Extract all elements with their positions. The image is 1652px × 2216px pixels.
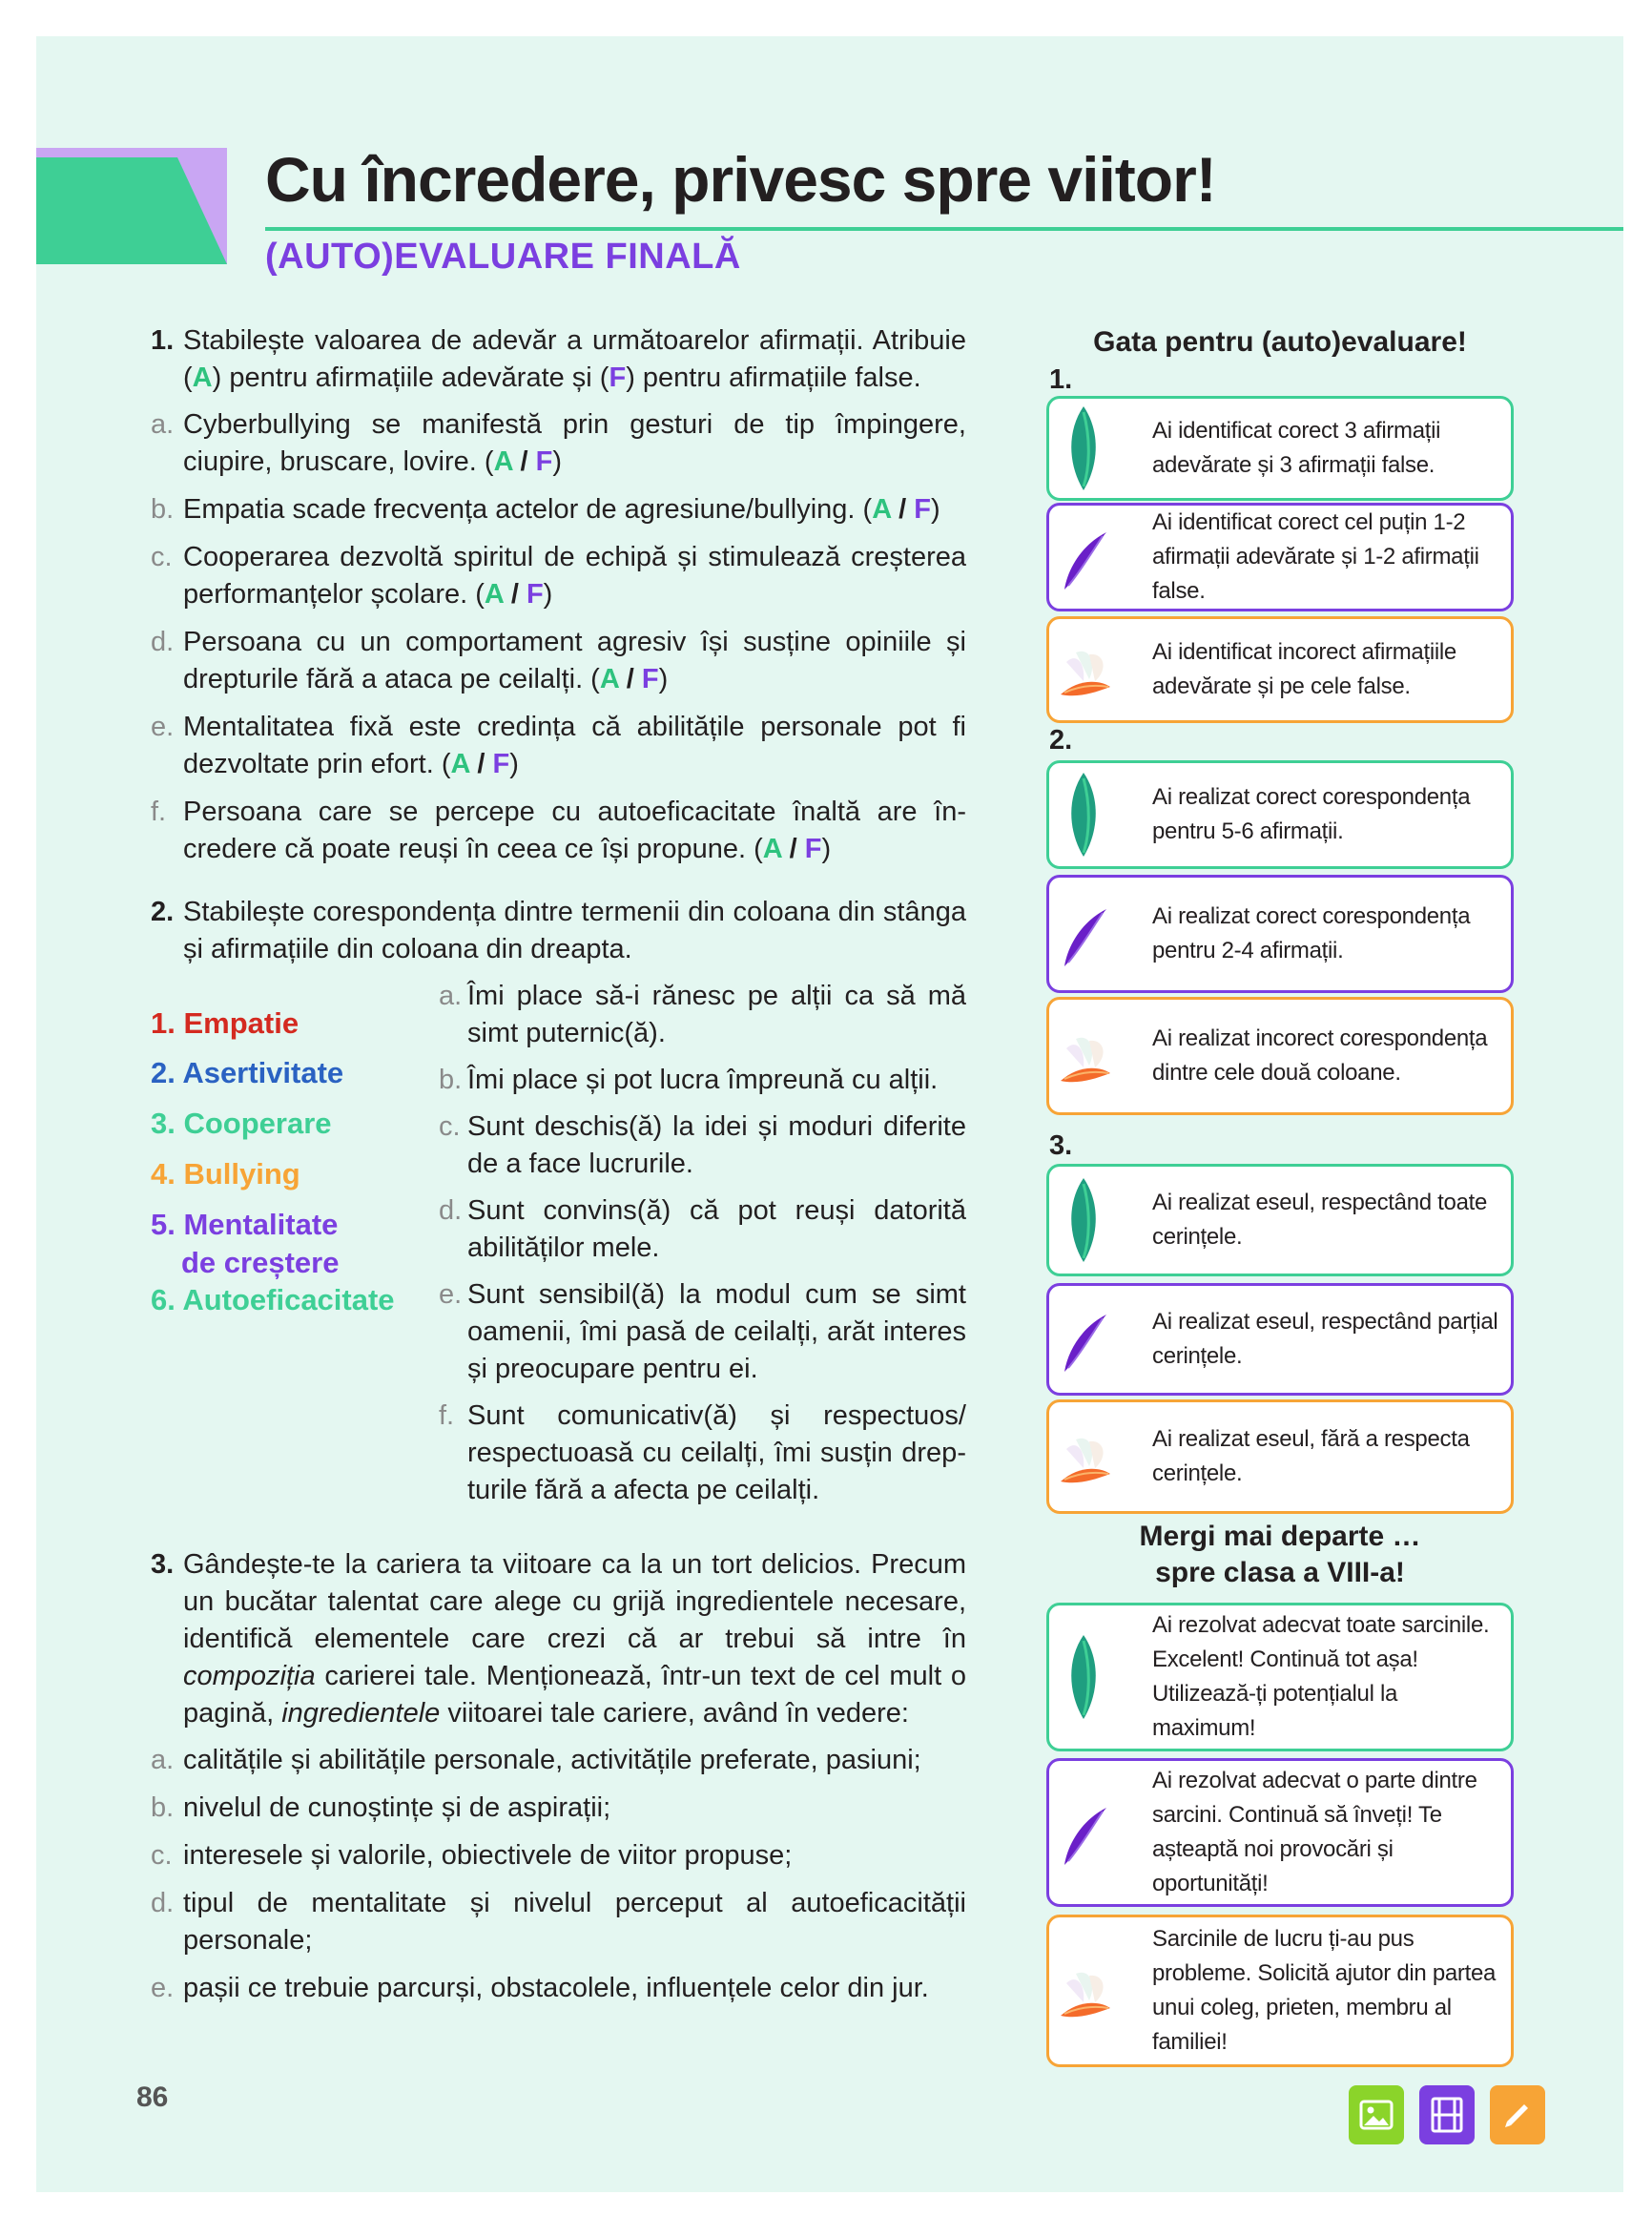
question-3: 3. Gândește-te la cariera ta viitoare ca la un tort delicios. Precum un bucătar talentat care alege cu grijă ingredientele necesare, identifică elementele care crezi că ar trebui să intre în compoziția carierei tale. Menționează, într-un text de cel mult o pagină, ingredientele viitoarei tale cariere, având în vedere: xyxy=(151,1546,966,1732)
leaf-purple-icon xyxy=(1057,1787,1110,1878)
option-f[interactable]: F xyxy=(641,664,659,694)
item-letter: e. xyxy=(439,1279,463,1310)
item-letter: e. xyxy=(151,712,175,742)
evaluation-box-orange xyxy=(1046,616,1514,723)
item-letter: b. xyxy=(151,494,175,525)
evaluation-heading: Gata pentru (auto)evaluare! xyxy=(1093,326,1467,358)
option-a[interactable]: A xyxy=(450,749,470,779)
item-letter: f. xyxy=(151,797,167,827)
leaf-purple-icon xyxy=(1057,1294,1110,1385)
match-statement xyxy=(439,1108,966,1183)
term-label: 5. Mentalitate xyxy=(151,1208,339,1241)
option-close: ) xyxy=(930,494,940,525)
section-number: 1. xyxy=(1049,364,1073,395)
evaluation-box-green xyxy=(1046,1164,1514,1276)
evaluation-text: Ai realizat corect corespondența pentru 5-6 afirmații. xyxy=(1152,784,1471,844)
evaluation-text: Ai identificat corect cel puțin 1-2 afirmații adevărate și 1-2 afirmații false. xyxy=(1152,509,1479,604)
item-text: Sunt deschis(ă) la idei și moduri diferite de a face lucrurile. xyxy=(467,1111,966,1179)
chapter-tab xyxy=(36,148,227,264)
section-subtitle: (AUTO)EVALUARE FINALĂ xyxy=(265,237,741,277)
item-text: tipul de mentalitate și nivelul perceput al autoeficacității personale; xyxy=(183,1888,966,1956)
option-separator: / xyxy=(512,446,536,477)
question-number: 1. xyxy=(151,325,175,356)
section-number: 3. xyxy=(1049,1130,1073,1161)
option-f[interactable]: F xyxy=(492,749,510,779)
option-a[interactable]: A xyxy=(484,579,504,610)
item-text: calitățile și abilitățile personale, activitățile preferate, pasiuni; xyxy=(183,1745,921,1775)
evaluation-box-purple xyxy=(1046,503,1514,611)
leaf-green-icon xyxy=(1057,1174,1110,1266)
item-text: Persoana cu un comportament agresiv își susține opiniile și drepturile fără a ataca pe ceilalți. ( xyxy=(183,627,966,694)
item-letter: f. xyxy=(439,1400,455,1431)
option-close: ) xyxy=(552,446,562,477)
essay-item xyxy=(151,1970,966,2007)
essay-item xyxy=(151,1885,966,1959)
evaluation-box-orange xyxy=(1046,997,1514,1115)
option-a[interactable]: A xyxy=(762,834,782,864)
match-statement xyxy=(439,1062,966,1099)
page-number: 86 xyxy=(136,2081,169,2113)
evaluation-text: Ai identificat incorect afirmațiile adevărate și pe cele false. xyxy=(1152,639,1456,699)
statement-item xyxy=(151,794,966,868)
evaluation-box-purple xyxy=(1046,875,1514,993)
option-a[interactable]: A xyxy=(872,494,892,525)
item-letter: c. xyxy=(151,1840,173,1871)
option-separator: / xyxy=(618,664,642,694)
term-label: 6. Autoeficacitate xyxy=(151,1283,395,1316)
item-text: interesele și valorile, obiectivele de viitor propuse; xyxy=(183,1840,793,1871)
option-close: ) xyxy=(821,834,832,864)
evaluation-text: Ai realizat incorect corespondența dintre cele două coloane. xyxy=(1152,1025,1488,1086)
match-statement xyxy=(439,1398,966,1509)
page-title: Cu încredere, privesc spre viitor! xyxy=(265,144,1216,215)
title-underline xyxy=(265,227,1623,231)
section-number: 2. xyxy=(1049,725,1073,756)
term-label: 3. Cooperare xyxy=(151,1107,332,1140)
option-separator: / xyxy=(781,834,805,864)
item-text: Persoana care se percepe cu autoeficacitate înaltă are încredere că poate reuși în ceea ce își propune. ( xyxy=(183,797,966,864)
item-text: Îmi place și pot lucra împreună cu alții. xyxy=(467,1065,939,1095)
item-text: Îmi place să-i rănesc pe alții ca să mă simt puternic(ă). xyxy=(467,981,966,1048)
item-letter: a. xyxy=(151,1745,175,1775)
matching-exercise xyxy=(151,978,966,1522)
item-text: Cooperarea dezvoltă spiritul de echipă și stimulează creșterea performanțelor școlare. ( xyxy=(183,542,966,610)
essay-item xyxy=(151,1837,966,1874)
pencil-icon[interactable] xyxy=(1490,2085,1545,2144)
next-heading: Mergi mai departe … spre clasa a VIII-a! xyxy=(1139,1521,1421,1588)
statements-column xyxy=(439,978,966,1519)
item-letter: a. xyxy=(439,981,463,1011)
leaf-orange-icon xyxy=(1057,624,1110,715)
term-label: 4. Bullying xyxy=(151,1157,300,1191)
match-statement xyxy=(439,978,966,1052)
exercises-column xyxy=(151,322,966,2018)
evaluation-text: Ai realizat corect corespondența pentru 2-4 afirmații. xyxy=(1152,903,1471,963)
option-separator: / xyxy=(891,494,915,525)
option-a[interactable]: A xyxy=(599,664,619,694)
item-letter: c. xyxy=(439,1111,461,1142)
item-text: Sunt comunicativ(ă) și respectuos/ respectuoasă cu ceilalți, îmi susțin drepturile fără a afecta pe ceilalți. xyxy=(467,1400,966,1505)
match-term xyxy=(151,1155,300,1193)
leaf-orange-icon xyxy=(1057,1010,1110,1102)
item-text: Cyberbullying se manifestă prin gesturi de tip împingere, ciupire, bruscare, lovire. ( xyxy=(183,409,966,477)
option-close: ) xyxy=(509,749,519,779)
statement-item xyxy=(151,624,966,698)
evaluation-box-orange xyxy=(1046,1399,1514,1514)
item-letter: c. xyxy=(151,542,173,572)
item-text: Sunt convins(ă) că pot reuși datorită abilităților mele. xyxy=(467,1195,966,1263)
option-f[interactable]: F xyxy=(526,579,544,610)
item-letter: d. xyxy=(151,627,175,657)
essay-item xyxy=(151,1790,966,1827)
option-separator: / xyxy=(503,579,527,610)
leaf-green-icon xyxy=(1057,769,1110,860)
question-number: 2. xyxy=(151,897,175,927)
leaf-purple-icon xyxy=(1057,888,1110,980)
evaluation-box-orange xyxy=(1046,1915,1514,2067)
option-close: ) xyxy=(543,579,553,610)
evaluation-box-purple xyxy=(1046,1758,1514,1907)
item-letter: b. xyxy=(439,1065,463,1095)
match-term xyxy=(151,1206,339,1282)
term-label: 1. Empatie xyxy=(151,1006,299,1040)
leaf-purple-icon xyxy=(1057,511,1110,603)
item-letter: b. xyxy=(151,1792,175,1823)
option-close: ) xyxy=(658,664,669,694)
item-letter: a. xyxy=(151,409,175,440)
match-statement xyxy=(439,1276,966,1388)
evaluation-box-green xyxy=(1046,760,1514,869)
statement-item xyxy=(151,491,966,528)
term-label: 2. Asertivitate xyxy=(151,1056,344,1089)
statement-item xyxy=(151,709,966,783)
question-2: 2. Stabilește corespondența dintre termenii din coloana din stânga și afirmațiile din coloana din dreapta. xyxy=(151,894,966,968)
match-term xyxy=(151,1281,395,1319)
evaluation-text: Ai rezolvat adecvat toate sarcinile. Excelent! Continuă tot așa! Utilizează-ți potențialul la maximum! xyxy=(1152,1612,1490,1741)
question-1: 1. Stabilește valoarea de adevăr a următoarelor afirmații. Atribuie (A) pentru afirmațiile adevărate și (F) pentru afirmațiile false. xyxy=(151,322,966,397)
film-icon[interactable] xyxy=(1419,2085,1475,2144)
evaluation-text: Ai identificat corect 3 afirmații adevărate și 3 afirmații false. xyxy=(1152,418,1441,478)
option-f[interactable]: F xyxy=(914,494,931,525)
evaluation-box-green xyxy=(1046,1603,1514,1751)
question-1-items xyxy=(151,406,966,868)
option-f[interactable]: F xyxy=(535,446,553,477)
evaluation-text: Ai rezolvat adecvat o parte dintre sarcini. Continuă să înveți! Te așteaptă noi provocări și oportunități! xyxy=(1152,1768,1477,1896)
leaf-green-icon xyxy=(1057,403,1110,494)
item-letter: d. xyxy=(439,1195,463,1226)
question-number: 3. xyxy=(151,1549,175,1580)
item-text: Mentalitatea fixă este credința că abilitățile personale pot fi dezvoltate prin efort. ( xyxy=(183,712,966,779)
evaluation-text: Ai realizat eseul, respectând parțial cerințele. xyxy=(1152,1309,1498,1369)
match-term xyxy=(151,1105,332,1143)
item-letter: d. xyxy=(151,1888,175,1918)
term-label-2: de creștere xyxy=(181,1246,340,1279)
option-f[interactable]: F xyxy=(804,834,822,864)
evaluation-box-purple xyxy=(1046,1283,1514,1396)
match-term xyxy=(151,1004,299,1043)
item-text: Empatia scade frecvența actelor de agresiune/bullying. ( xyxy=(183,494,873,525)
evaluation-box-green xyxy=(1046,396,1514,501)
evaluation-text: Ai realizat eseul, respectând toate cerințele. xyxy=(1152,1190,1488,1250)
leaf-orange-icon xyxy=(1057,1411,1110,1502)
item-text: nivelul de cunoștințe și de aspirații; xyxy=(183,1792,611,1823)
leaf-green-icon xyxy=(1057,1631,1110,1723)
evaluation-text: Ai realizat eseul, fără a respecta cerințele. xyxy=(1152,1426,1470,1486)
image-icon[interactable] xyxy=(1349,2085,1404,2144)
item-text: Sunt sensibil(ă) la modul cum se simt oamenii, îmi pasă de ceilalți, arăt interes și preocupare pentru ei. xyxy=(467,1279,966,1384)
question-3-items xyxy=(151,1742,966,2007)
statement-item xyxy=(151,539,966,613)
option-separator: / xyxy=(469,749,493,779)
match-statement xyxy=(439,1192,966,1267)
item-text: pașii ce trebuie parcurși, obstacolele, influențele celor din jur. xyxy=(183,1973,929,2003)
option-a[interactable]: A xyxy=(493,446,513,477)
match-term xyxy=(151,1054,343,1092)
essay-item xyxy=(151,1742,966,1779)
leaf-orange-icon xyxy=(1057,1945,1110,2037)
item-letter: e. xyxy=(151,1973,175,2003)
evaluation-text: Sarcinile de lucru ți-au pus probleme. Solicită ajutor din partea unui coleg, prieten, membru al familiei! xyxy=(1152,1926,1497,2055)
statement-item xyxy=(151,406,966,481)
